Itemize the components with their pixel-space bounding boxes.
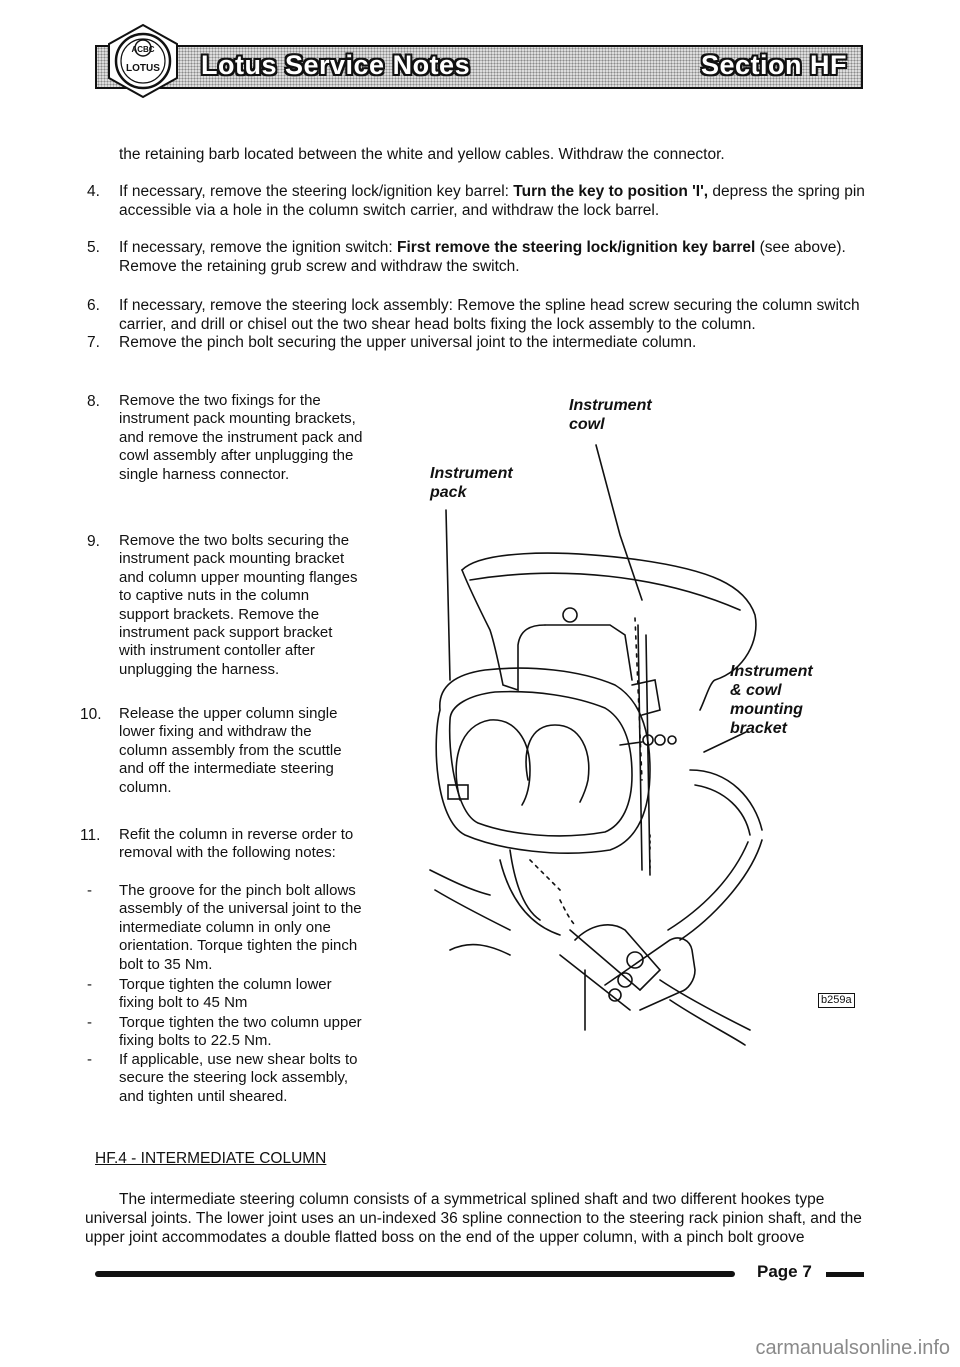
callout-mounting-bracket: Instrument & cowl mounting bracket bbox=[730, 663, 813, 737]
item-number: 7. bbox=[87, 334, 100, 351]
figure-reference-label: b259a bbox=[818, 993, 855, 1008]
instrument-pack-diagram bbox=[410, 380, 880, 1060]
svg-text:ACBC: ACBC bbox=[131, 45, 155, 54]
step-8-text: Remove the two fixings for the instrument pack mounting brackets, and remove the instrument pack and cowl assembly after unplugging the single harness connector. bbox=[119, 392, 363, 483]
item-number: 9. bbox=[87, 533, 100, 550]
item-number: 8. bbox=[87, 393, 100, 410]
header-section: Section HF bbox=[700, 50, 847, 80]
section-paragraph: The intermediate steering column consists of a symmetrical splined shaft and two different hookes type universal joints. The lower joint uses an un-indexed 36 spline connection to the steering rack pinion shaft, and the upper joint accommodates a double flatted boss on the end of the upper column, with a pinch bolt groove bbox=[85, 1191, 862, 1246]
bullet-mark: - bbox=[87, 976, 92, 993]
note-bullet: Torque tighten the column lower fixing bolt to 45 Nm bbox=[119, 976, 332, 1012]
bullet-mark: - bbox=[87, 882, 92, 899]
intro-text: the retaining barb located between the white and yellow cables. Withdraw the connector. bbox=[119, 146, 725, 163]
step-9-text: Remove the two bolts securing the instrument pack mounting bracket and column upper mounting flanges to captive nuts in the column support brackets. Remove the instrument pack support bracket with instrument contoller after unplugging the harness. bbox=[119, 532, 358, 678]
footer-rule bbox=[95, 1271, 735, 1277]
svg-text:LOTUS: LOTUS bbox=[126, 63, 160, 74]
step-10-text: Release the upper column single lower fixing and withdraw the column assembly from the scuttle and off the intermediate steering column. bbox=[119, 705, 342, 796]
header-title: Lotus Service Notes bbox=[201, 50, 471, 80]
step-7-text: Remove the pinch bolt securing the upper universal joint to the intermediate column. bbox=[119, 334, 697, 351]
item-number: 10. bbox=[80, 706, 102, 723]
step-6-text: If necessary, remove the steering lock assembly: Remove the spline head screw securing the column switch carrier, and drill or chisel out the two shear head bolts fixing the lock assembly to the column. bbox=[119, 297, 860, 333]
header-banner bbox=[95, 45, 863, 89]
step-4-text: If necessary, remove the steering lock/ignition key barrel: Turn the key to position 'I', depress the spring pin accessible via a hole in the column switch carrier, and withdraw the lock barrel. bbox=[119, 183, 865, 219]
callout-instrument-pack: Instrument pack bbox=[430, 465, 513, 501]
item-number: 4. bbox=[87, 183, 100, 200]
callout-instrument-cowl: Instrument cowl bbox=[569, 397, 652, 433]
step-11-text: Refit the column in reverse order to removal with the following notes: bbox=[119, 826, 354, 862]
item-number: 11. bbox=[80, 827, 101, 844]
step-5-text: If necessary, remove the ignition switch: First remove the steering lock/ignition key barrel (see above). Remove the retaining grub screw and withdraw the switch. bbox=[119, 239, 846, 275]
bullet-mark: - bbox=[87, 1014, 92, 1031]
section-heading: HF.4 - INTERMEDIATE COLUMN bbox=[95, 1150, 327, 1167]
item-number: 5. bbox=[87, 239, 100, 256]
site-watermark: carmanualsonline.info bbox=[755, 1337, 950, 1359]
footer-dash bbox=[826, 1272, 864, 1277]
bullet-mark: - bbox=[87, 1051, 92, 1068]
page-number: Page 7 bbox=[757, 1262, 812, 1281]
note-bullet: Torque tighten the two column upper fixing bolts to 22.5 Nm. bbox=[119, 1014, 362, 1050]
note-bullet: The groove for the pinch bolt allows assembly of the universal joint to the intermediate column in only one orientation. Torque tighten the pinch bolt to 35 Nm. bbox=[119, 882, 362, 973]
note-bullet: If applicable, use new shear bolts to secure the steering lock assembly, and tighten until sheared. bbox=[119, 1051, 358, 1105]
item-number: 6. bbox=[87, 297, 100, 314]
lotus-logo-icon bbox=[103, 22, 183, 100]
